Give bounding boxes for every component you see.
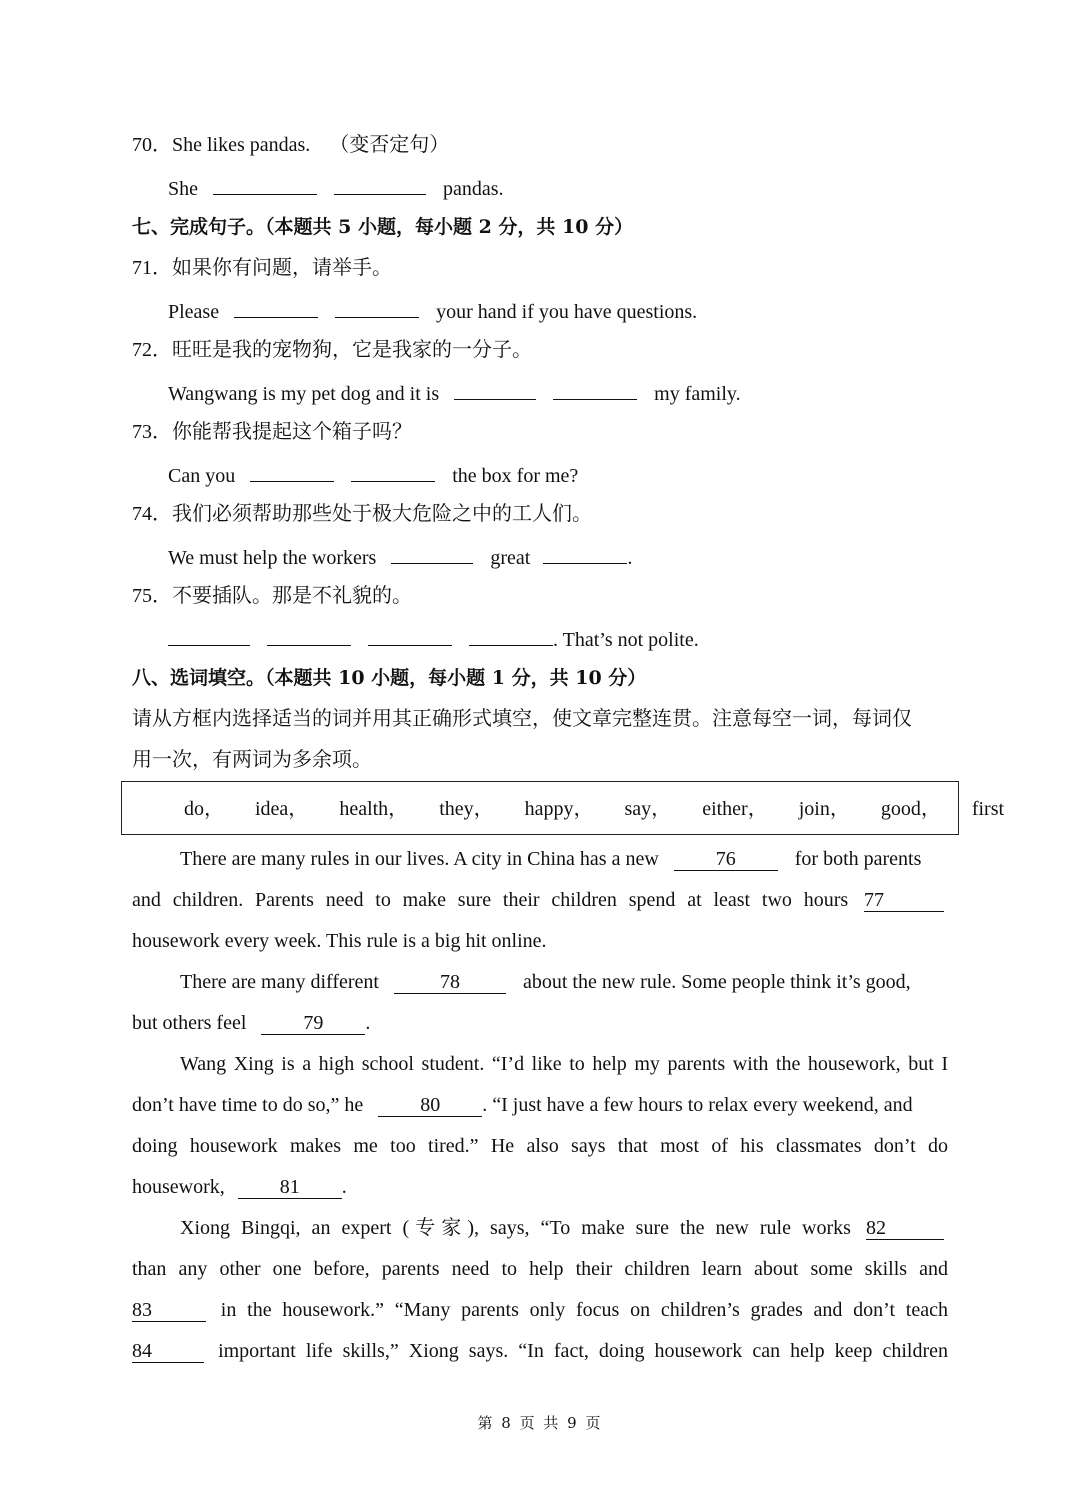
answer-70: She pandas. [168, 172, 504, 203]
word-bank-item: idea， [255, 798, 309, 820]
word-bank-item: first [971, 798, 1005, 820]
answer-75: . That’s not polite. [168, 623, 699, 654]
question-75: 75．不要插队。那是不礼貌的。 [132, 585, 412, 607]
answer-blank[interactable] [368, 623, 452, 646]
blank-78[interactable]: 78 [394, 971, 506, 994]
section-7-title: 七、完成句子。（本题共 5 小题，每小题 2 分，共 10 分） [132, 216, 634, 238]
passage-line: housework every week. This rule is a big hit online. [132, 930, 547, 952]
passage-line: housework, 81 . [132, 1176, 347, 1198]
word-bank-item: do， [184, 798, 224, 820]
passage-line: There are many different 78 about the new rule. Some people think it’s good, [180, 971, 911, 993]
answer-72: Wangwang is my pet dog and it is my family. [168, 377, 741, 408]
passage-line: Wang Xing is a high school student. “I’d like to help my parents with the housework, but I [180, 1053, 948, 1075]
question-72: 72．旺旺是我的宠物狗，它是我家的一分子。 [132, 339, 532, 361]
blank-84[interactable]: 84 [132, 1340, 204, 1363]
passage-line: don’t have time to do so,” he 80 . “I just have a few hours to relax every weekend, and [132, 1094, 913, 1116]
blank-80[interactable]: 80 [378, 1094, 482, 1117]
word-bank-item: either， [702, 798, 768, 820]
passage-line: doing housework makes me too tired.” He also says that most of his classmates don’t do [132, 1135, 948, 1157]
word-bank-item: say， [624, 798, 672, 820]
question-73: 73．你能帮我提起这个箱子吗？ [132, 421, 412, 443]
section-8-title: 八、选词填空。（本题共 10 小题，每小题 1 分，共 10 分） [132, 667, 647, 689]
word-bank [184, 796, 1030, 822]
blank-81[interactable]: 81 [238, 1176, 342, 1199]
word-bank-box [121, 781, 1005, 835]
section-8-instructions: 请从方框内选择适当的词并用其正确形式填空，使文章完整连贯。注意每空一词，每词仅 [132, 708, 912, 730]
blank-77[interactable]: 77 [864, 889, 944, 912]
answer-blank[interactable] [543, 541, 627, 564]
answer-73: Can you the box for me? [168, 459, 578, 490]
answer-blank[interactable] [553, 377, 637, 400]
word-bank-item: happy， [524, 798, 594, 820]
passage-line: but others feel 79 . [132, 1012, 371, 1034]
answer-blank[interactable] [213, 172, 317, 195]
blank-79[interactable]: 79 [261, 1012, 365, 1035]
question-70: 70．She likes pandas. （变否定句） [132, 134, 450, 156]
answer-blank[interactable] [250, 459, 334, 482]
answer-blank[interactable] [168, 623, 250, 646]
blank-82[interactable]: 82 [866, 1217, 944, 1240]
page-footer: 第 8 页 共 9 页 [477, 1414, 603, 1432]
word-bank-item: good， [880, 798, 941, 820]
answer-blank[interactable] [234, 295, 318, 318]
answer-blank[interactable] [469, 623, 553, 646]
question-74: 74．我们必须帮助那些处于极大危险之中的工人们。 [132, 503, 592, 525]
question-71: 71．如果你有问题，请举手。 [132, 257, 392, 279]
answer-74: We must help the workers great . [168, 541, 632, 572]
passage-line: 83 in the housework.” “Many parents only focus on children’s grades and don’t teach [132, 1299, 948, 1321]
passage-line: 84 important life skills,” Xiong says. “In fact, doing housework can help keep children [132, 1340, 948, 1362]
section-8-instructions-cont: 用一次，有两词为多余项。 [132, 749, 372, 771]
passage-line: and children. Parents need to make sure their children spend at least two hours 77 [132, 886, 948, 914]
word-bank-item: they， [439, 798, 494, 820]
answer-blank[interactable] [391, 541, 473, 564]
answer-blank[interactable] [335, 295, 419, 318]
answer-71: Please your hand if you have questions. [168, 295, 697, 326]
word-bank-item: join， [798, 798, 850, 820]
answer-blank[interactable] [267, 623, 351, 646]
passage-line: than any other one before, parents need to help their children learn about some skills and [132, 1258, 948, 1280]
blank-76[interactable]: 76 [674, 848, 778, 871]
blank-83[interactable]: 83 [132, 1299, 206, 1322]
answer-blank[interactable] [334, 172, 426, 195]
word-bank-item: health， [339, 798, 409, 820]
passage-line: There are many rules in our lives. A city in China has a new 76 for both parents [180, 848, 922, 870]
passage-line: Xiong Bingqi, an expert (专家), says, “To make sure the new rule works 82 [180, 1214, 948, 1242]
answer-blank[interactable] [454, 377, 536, 400]
answer-blank[interactable] [351, 459, 435, 482]
